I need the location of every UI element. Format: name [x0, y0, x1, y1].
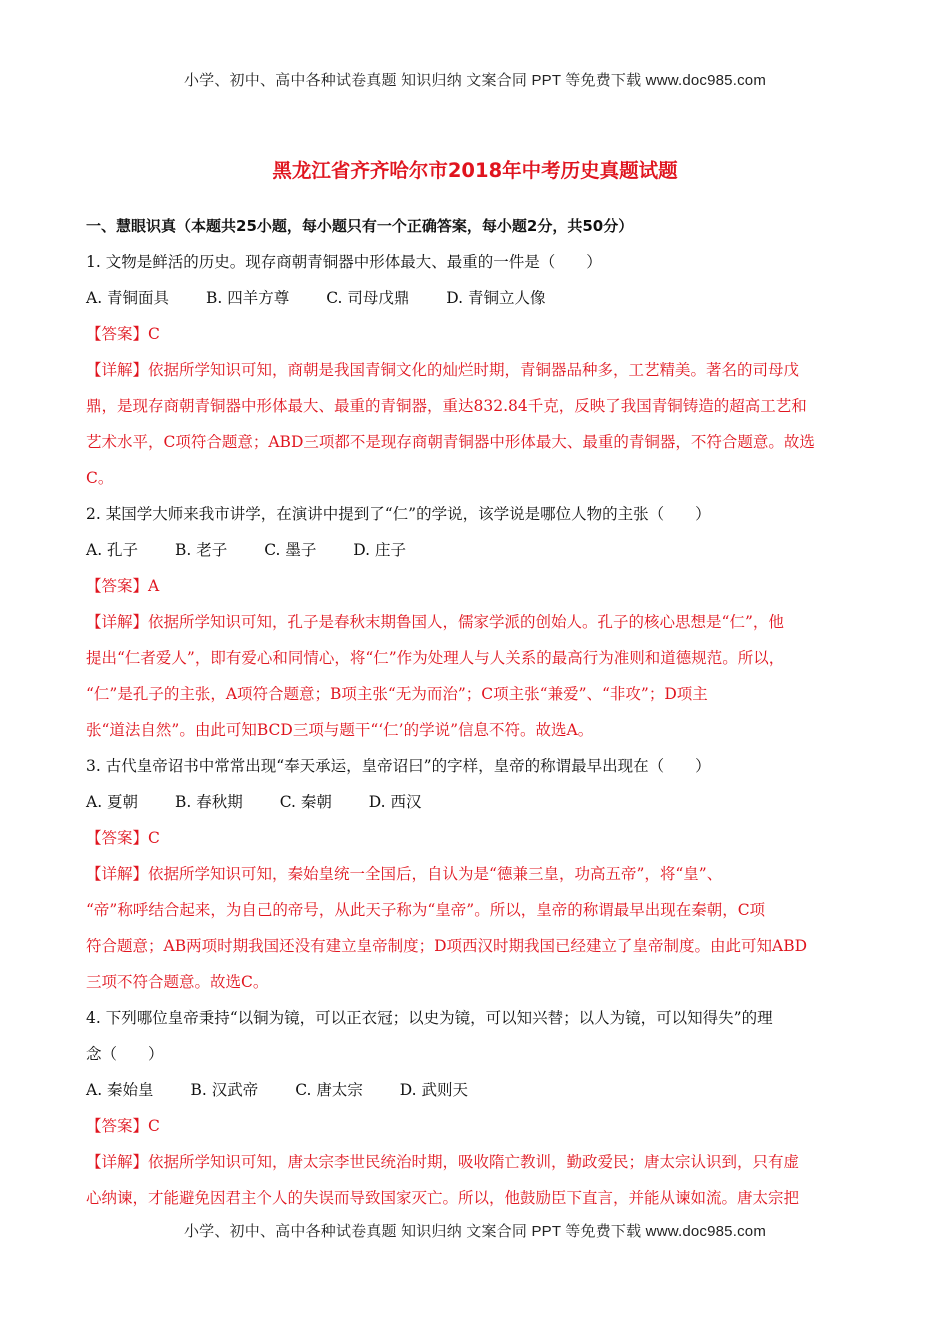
explanation-line [86, 856, 876, 892]
option-b: B. 老子 [175, 541, 228, 559]
answer-options [86, 784, 876, 820]
option-d: D. 青铜立人像 [446, 289, 546, 307]
answer-label: 【答案】 [86, 577, 149, 595]
explanation-line: 提出“仁者爱人”，即有爱心和同情心，将“仁”作为处理人与人关系的最高行为准则和道德规范。所以， [86, 649, 785, 667]
question-3 [86, 748, 876, 1000]
answer-label: 【答案】 [86, 1117, 149, 1135]
option-c: C. 秦朝 [279, 793, 332, 811]
question-2 [86, 496, 876, 748]
question-stem: 1. 文物是鲜活的历史。现存商朝青铜器中形体最大、最重的一件是（ ） [86, 253, 602, 271]
option-a: A. 青铜面具 [86, 289, 170, 307]
explanation [86, 352, 876, 496]
answer-line [86, 316, 876, 352]
footer-banner: 小学、初中、高中各种试卷真题 知识归纳 文案合同 PPT 等免费下载 www.doc985.com [183, 1223, 767, 1240]
option-b: B. 四羊方尊 [206, 289, 290, 307]
explain-label: 【详解】 [86, 361, 149, 379]
answer-label: 【答案】 [86, 829, 149, 847]
answer-options [86, 280, 876, 316]
option-a: A. 孔子 [86, 541, 139, 559]
explanation-line: 心纳谏，才能避免因君主个人的失误而导致国家灭亡。所以，他鼓励臣下直言，并能从谏如流。唐太宗把 [86, 1189, 800, 1207]
explanation-text: 依据所学知识可知，唐太宗李世民统治时期，吸收隋亡教训，勤政爱民；唐太宗认识到，只有虚 [148, 1153, 800, 1171]
question-stem-continued: 念（ ） [86, 1045, 164, 1063]
explanation-line: C。 [86, 469, 114, 487]
explain-label: 【详解】 [86, 613, 149, 631]
explain-label: 【详解】 [86, 1153, 149, 1171]
explanation-line: 鼎，是现存商朝青铜器中形体最大、最重的青铜器，重达832.84千克，反映了我国青铜铸造的超高工艺和 [86, 397, 807, 415]
document-title: 黑龙江省齐齐哈尔市2018年中考历史真题试题 [272, 159, 678, 182]
document-body [86, 208, 876, 1216]
option-a: A. 秦始皇 [86, 1081, 154, 1099]
explanation [86, 1144, 876, 1216]
explanation-line: 张“道法自然”。由此可知BCD三项与题干“‘仁’的学说”信息不符。故选A。 [86, 721, 594, 739]
question-1 [86, 244, 876, 496]
answer-line [86, 568, 876, 604]
explanation-line [86, 604, 876, 640]
answer-label: 【答案】 [86, 325, 149, 343]
header-banner: 小学、初中、高中各种试卷真题 知识归纳 文案合同 PPT 等免费下载 www.doc985.com [183, 72, 767, 89]
option-b: B. 春秋期 [175, 793, 243, 811]
question-stem: 4. 下列哪位皇帝秉持“以铜为镜，可以正衣冠；以史为镜，可以知兴替；以人为镜，可以知得失”的理 [86, 1009, 773, 1027]
answer-value: A [148, 577, 160, 595]
answer-value: C [148, 829, 160, 847]
answer-value: C [148, 1117, 160, 1135]
option-c: C. 司母戊鼎 [326, 289, 410, 307]
option-b: B. 汉武帝 [190, 1081, 259, 1099]
explanation-text: 依据所学知识可知，孔子是春秋末期鲁国人，儒家学派的创始人。孔子的核心思想是“仁”，他 [148, 613, 784, 631]
option-a: A. 夏朝 [86, 793, 139, 811]
option-d: D. 庄子 [353, 541, 407, 559]
explanation-line: 三项不符合题意。故选C。 [86, 973, 269, 991]
answer-line [86, 1108, 876, 1144]
answer-options [86, 532, 876, 568]
explain-label: 【详解】 [86, 865, 149, 883]
explanation-line [86, 1144, 876, 1180]
answer-options [86, 1072, 876, 1108]
explanation [86, 604, 876, 748]
question-stem: 3. 古代皇帝诏书中常常出现“奉天承运，皇帝诏曰”的字样，皇帝的称谓最早出现在（ ） [86, 757, 711, 775]
explanation-line: “帝”称呼结合起来，为自己的帝号，从此天子称为“皇帝”。所以，皇帝的称谓最早出现在秦朝，C项 [86, 901, 766, 919]
answer-value: C [148, 325, 160, 343]
section-heading: 一、慧眼识真（本题共25小题，每小题只有一个正确答案，每小题2分，共50分） [86, 217, 634, 235]
explanation-line: “仁”是孔子的主张，A项符合题意；B项主张“无为而治”；C项主张“兼爱”、“非攻”；D项主 [86, 685, 708, 703]
option-c: C. 墨子 [264, 541, 317, 559]
option-c: C. 唐太宗 [295, 1081, 363, 1099]
explanation-text: 依据所学知识可知，商朝是我国青铜文化的灿烂时期，青铜器品种多，工艺精美。著名的司母戊 [148, 361, 800, 379]
option-d: D. 武则天 [399, 1081, 469, 1099]
answer-line [86, 820, 876, 856]
explanation-line: 艺术水平，C项符合题意；ABD三项都不是现存商朝青铜器中形体最大、最重的青铜器，不符合题意。故选 [86, 433, 815, 451]
explanation-line [86, 352, 876, 388]
question-4 [86, 1000, 876, 1216]
question-stem: 2. 某国学大师来我市讲学，在演讲中提到了“仁”的学说，该学说是哪位人物的主张（ ） [86, 505, 711, 523]
explanation-text: 依据所学知识可知，秦始皇统一全国后，自认为是“德兼三皇，功高五帝”，将“皇”、 [148, 865, 723, 883]
explanation [86, 856, 876, 1000]
option-d: D. 西汉 [368, 793, 422, 811]
explanation-line: 符合题意；AB两项时期我国还没有建立皇帝制度；D项西汉时期我国已经建立了皇帝制度。由此可知ABD [86, 937, 808, 955]
